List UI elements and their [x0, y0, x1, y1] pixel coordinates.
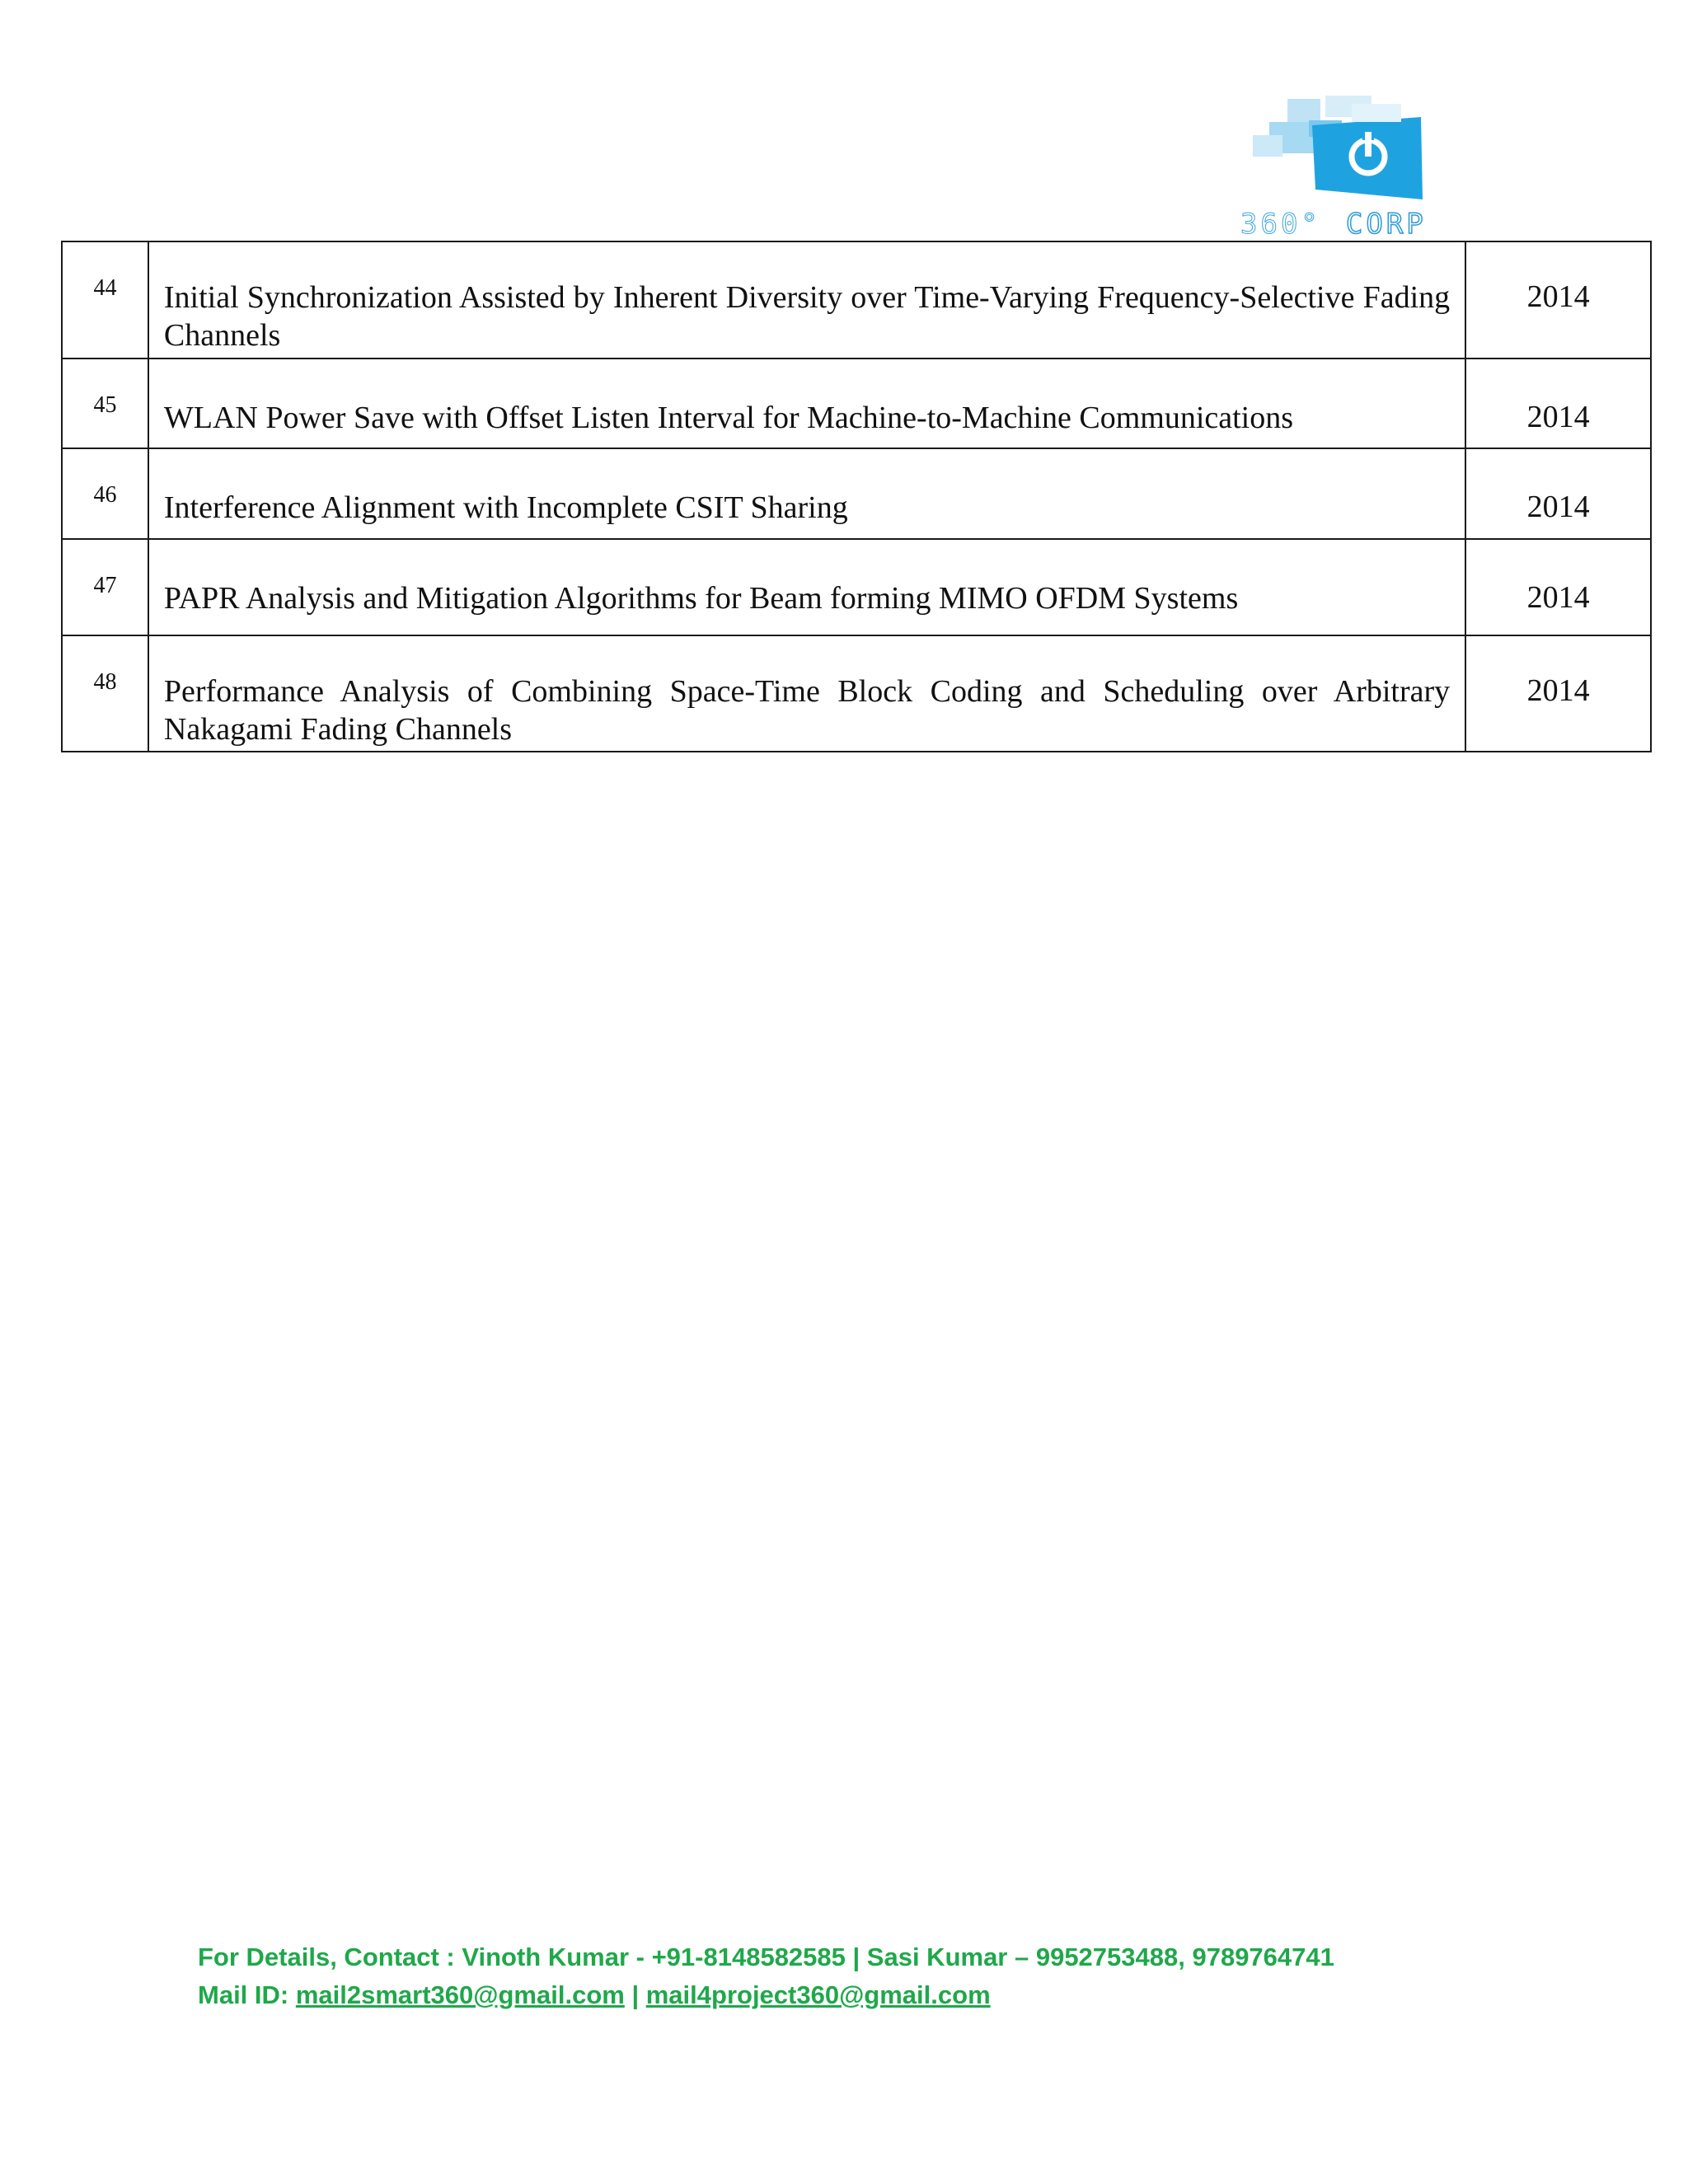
project-title: Initial Synchronization Assisted by Inherent Diversity over Time-Varying Frequency-Selective Fading Channels [148, 241, 1465, 359]
project-year: 2014 [1465, 635, 1651, 752]
email-link-1[interactable]: mail2smart360@gmail.com [295, 1980, 625, 2009]
project-year: 2014 [1465, 359, 1651, 448]
project-year: 2014 [1465, 539, 1651, 635]
project-title: PAPR Analysis and Mitigation Algorithms for Beam forming MIMO OFDM Systems [148, 539, 1465, 635]
serial-number: 47 [62, 539, 148, 635]
mail-label: Mail ID: [198, 1980, 296, 2009]
serial-number: 44 [62, 241, 148, 359]
project-title: Interference Alignment with Incomplete CSIT Sharing [148, 448, 1465, 539]
contact-line: For Details, Contact : Vinoth Kumar - +91-8148582585 | Sasi Kumar – 9952753488, 9789764741 [198, 1943, 1334, 1971]
logo-wordmark [1240, 208, 1496, 241]
project-year: 2014 [1465, 241, 1651, 359]
contact-footer [198, 1938, 1517, 2014]
table-row [62, 448, 1651, 539]
project-title: Performance Analysis of Combining Space-Time Block Coding and Scheduling over Arbitrary Nakagami Fading Channels [148, 635, 1465, 752]
logo-number: 360° [1240, 208, 1321, 241]
serial-number: 45 [62, 359, 148, 448]
serial-number: 48 [62, 635, 148, 752]
table-row [62, 635, 1651, 752]
email-link-2[interactable]: mail4project360@gmail.com [645, 1980, 991, 2009]
projects-table [61, 241, 1652, 752]
mail-separator: | [624, 1980, 646, 2009]
table-row [62, 241, 1651, 359]
project-title: WLAN Power Save with Offset Listen Interval for Machine-to-Machine Communications [148, 359, 1465, 448]
table-row [62, 359, 1651, 448]
serial-number: 46 [62, 448, 148, 539]
table-row [62, 539, 1651, 635]
project-year: 2014 [1465, 448, 1651, 539]
mail-line [198, 1976, 1517, 2014]
logo-word: CORP [1345, 208, 1427, 241]
